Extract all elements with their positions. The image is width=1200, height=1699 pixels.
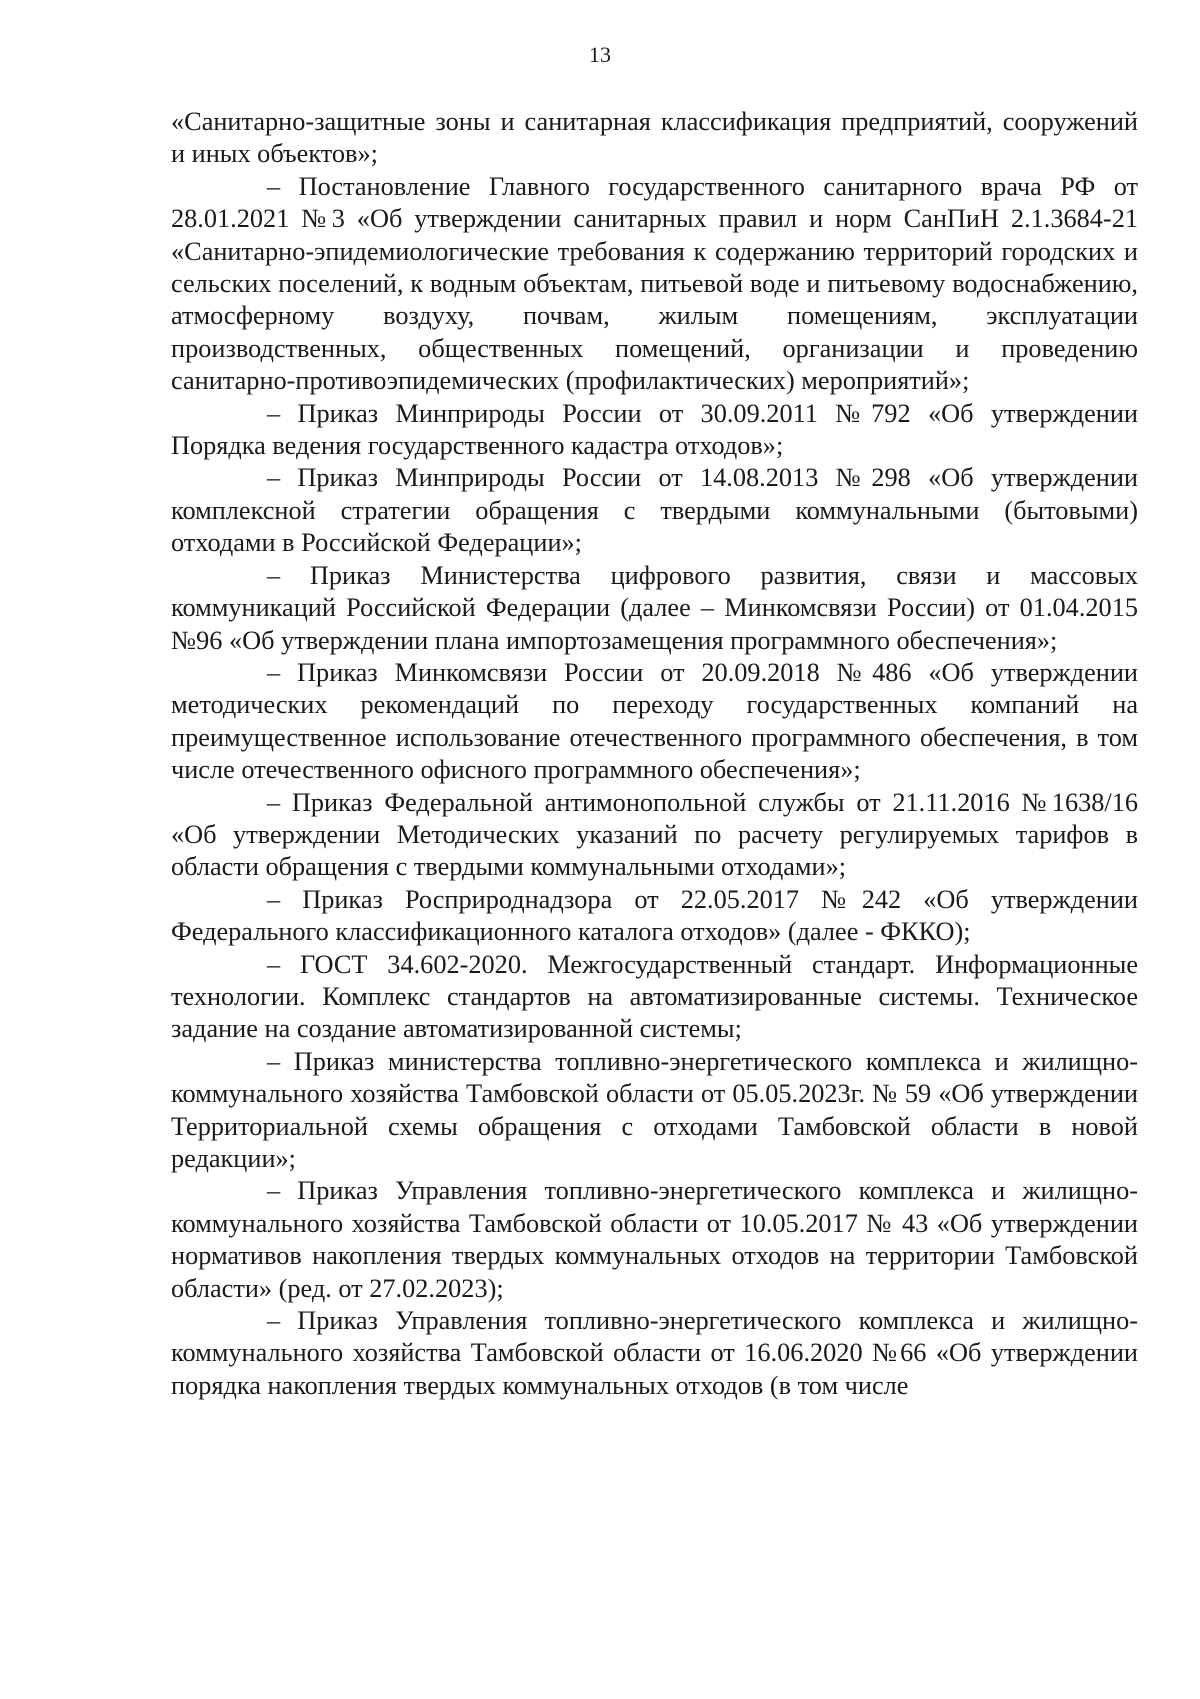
page-number: 13: [589, 42, 611, 67]
list-item: – Приказ Минприроды России от 30.09.2011 №792 «Об утверждении Порядка ведения государственного кадастра отходов»;: [171, 398, 1138, 461]
list-item: – Приказ Федеральной антимонопольной службы от 21.11.2016 №1638/16 «Об утверждении Методических указаний по расчету регулируемых тарифов в области обращения с твердыми коммунальными отходами»;: [171, 787, 1138, 882]
list-item: – Приказ Минприроды России от 14.08.2013 №298 «Об утверждении комплексной стратегии обращения с твердыми коммунальными (бытовыми) отходами в Российской Федерации»;: [171, 463, 1138, 558]
paragraph-continuation: «Санитарно-защитные зоны и санитарная классификация предприятий, сооружений и иных объектов»;: [171, 107, 1138, 169]
list-item: – ГОСТ 34.602-2020. Межгосударственный стандарт. Информационные технологии. Комплекс стандартов на автоматизированные системы. Техническое задание на создание автоматизированной системы;: [171, 949, 1138, 1044]
list-item: – Приказ министерства топливно-энергетического комплекса и жилищно-коммунального хозяйства Тамбовской области от 05.05.2023г. № 59 «Об утверждении Территориальной схемы обращения с отходами Тамбовской области в новой редакции»;: [171, 1046, 1138, 1173]
list-item: – Приказ Министерства цифрового развития, связи и массовых коммуникаций Российской Федерации (далее – Минкомсвязи России) от 01.04.2015 №96 «Об утверждении плана импортозамещения программного обеспечения»;: [171, 560, 1138, 655]
list-item: – Приказ Управления топливно-энергетического комплекса и жилищно-коммунального хозяйства Тамбовской области от 16.06.2020 №66 «Об утверждении порядка накопления твердых коммунальных отходов (в том числе: [171, 1306, 1138, 1400]
list-item: – Постановление Главного государственного санитарного врача РФ от 28.01.2021 №3 «Об утверждении санитарных правил и норм СанПиН 2.1.3684-21 «Санитарно-эпидемиологические требования к содержанию территорий городских и сельских поселений, к водным объектам, питьевой воде и питьевому водоснабжению, атмосферному воздуху, почвам, жилым помещениям, эксплуатации производственных, общественных помещений, организации и проведению санитарно-противоэпидемических (профилактических) мероприятий»;: [171, 171, 1138, 396]
list-item: – Приказ Росприроднадзора от 22.05.2017 №242 «Об утверждении Федерального классификационного каталога отходов» (далее - ФККО);: [171, 884, 1138, 947]
document-body: [171, 106, 1138, 1402]
list-item: – Приказ Управления топливно-энергетического комплекса и жилищно-коммунального хозяйства Тамбовской области от 10.05.2017 № 43 «Об утверждении нормативов накопления твердых коммунальных отходов на территории Тамбовской области» (ред. от 27.02.2023);: [171, 1176, 1138, 1303]
list-item: – Приказ Минкомсвязи России от 20.09.2018 №486 «Об утверждении методических рекомендаций по переходу государственных компаний на преимущественное использование отечественного программного обеспечения, в том числе отечественного офисного программного обеспечения»;: [171, 657, 1138, 785]
